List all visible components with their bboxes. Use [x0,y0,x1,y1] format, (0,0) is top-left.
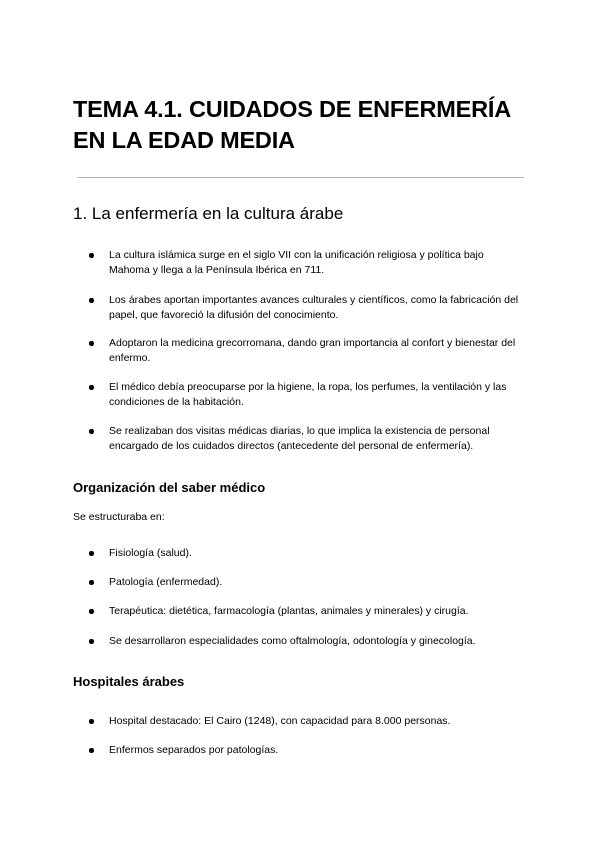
list-item-text: Los árabes aportan importantes avances culturales y científicos, como la fabricación del papel, que favoreció la difusión del conocimiento. [109,294,519,321]
list-item [109,424,519,454]
intro-text: Se estructuraba en: [73,511,165,523]
bullet-icon [89,609,94,614]
list-item [109,575,519,590]
bullet-icon [89,551,94,556]
list-item-text: Terapéutica: dietética, farmacología (plantas, animales y minerales) y cirugía. [109,605,469,617]
subheading-organizacion: Organización del saber médico [73,480,266,495]
list-item [109,546,519,561]
list-item [109,336,519,366]
list-item-text: Se realizaban dos visitas médicas diarias, lo que implica la existencia de personal encargado de los cuidados directos (antecedente del personal de enfermería). [109,425,490,452]
subheading-hospitales: Hospitales árabes [73,674,185,689]
list-item-text: Se desarrollaron especialidades como oftalmología, odontología y ginecología. [109,635,476,647]
list-item [109,380,519,410]
bullet-icon [89,719,94,724]
list-item [109,743,519,758]
document-title: TEMA 4.1. CUIDADOS DE ENFERMERÍA EN LA EDAD MEDIA [73,96,511,153]
list-item [109,248,519,278]
bullet-icon [89,748,94,753]
list-item-text: El médico debía preocuparse por la higiene, la ropa, los perfumes, la ventilación y las condiciones de la habitación. [109,381,507,408]
bullet-icon [89,580,94,585]
bullet-icon [89,298,94,303]
list-item-text: Enfermos separados por patologías. [109,744,279,756]
list-item [109,634,519,649]
bullet-icon [89,639,94,644]
list-item-text: Adoptaron la medicina grecorromana, dando gran importancia al confort y bienestar del enfermo. [109,337,516,364]
list-item [109,293,519,323]
list-item-text: La cultura islámica surge en el siglo VII con la unificación religiosa y política bajo Mahoma y llega a la Península Ibérica en 711. [109,249,484,276]
list-item [109,604,519,619]
list-item-text: Fisiología (salud). [109,547,192,559]
bullet-icon [89,385,94,390]
section-heading-cultura-arabe: 1. La enfermería en la cultura árabe [73,204,344,223]
list-item [109,714,519,729]
bullet-icon [89,341,94,346]
list-item-text: Patología (enfermedad). [109,576,223,588]
bullet-icon [89,429,94,434]
horizontal-divider [77,177,524,178]
list-item-text: Hospital destacado: El Cairo (1248), con capacidad para 8.000 personas. [109,715,451,727]
bullet-icon [89,253,94,258]
